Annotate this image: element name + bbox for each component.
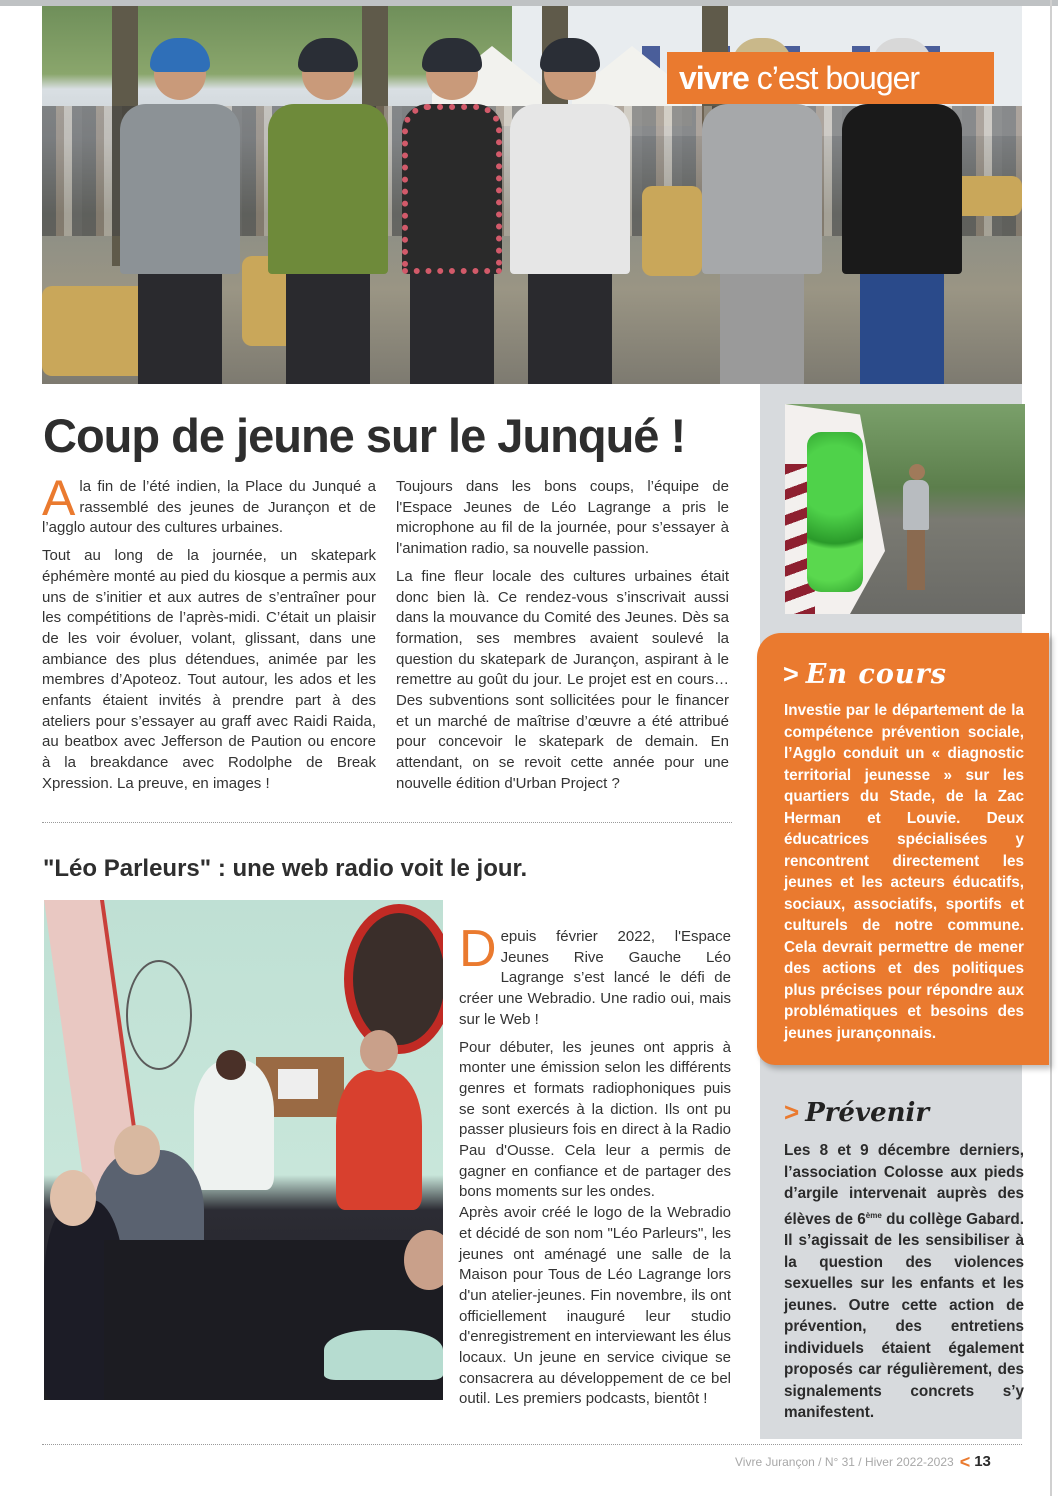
section-badge xyxy=(667,52,994,104)
article-column-1 xyxy=(42,470,376,802)
prevenir-text xyxy=(784,1140,1024,1424)
drop-cap: D xyxy=(459,920,497,978)
paragraph-text: epuis février 2022, l'Espace Jeunes Rive Gauche Léo Lagrange s’est lancé le défi de créer une Webradio. Une radio oui, mais sur le Web ! xyxy=(459,928,731,1028)
prevenir-text-part: du collège Gabard. Il s’agissait de les sensibiliser à la question des violences sexuelles sur les enfants et les jeunes. Outre cette action de prévention, des entretiens individuels étaient également proposés car régulièrement, des signalements concrets s’y manifestent. xyxy=(784,1210,1024,1422)
en-cours-title: En cours xyxy=(805,659,947,690)
en-cours-box xyxy=(757,633,1049,1065)
article-paragraph: La fine fleur locale des cultures urbaines était donc bien là. Ce rendez-vous s’inscrivait aussi dans la mouvance du Comité des Jeunes. Dès sa formation, ses membres avaient soulevé la question du skatepark de Jurançon, aspirant à le remettre au goût du jour. Le projet est en cours… Des subventions sont sollicitées pour le financer et un marché de maîtrise d’œuvre a été attribué pour concevoir le skatepark de demain. En attendant, on se revoit cette année pour une nouvelle édition d'Urban Project ? xyxy=(396,567,729,792)
prevenir-text-part: Les 8 et 9 décembre derniers, l’association Colosse aux pieds d’argile intervenait auprès des élèves de 6 xyxy=(784,1142,1024,1228)
chevron-left-icon: < xyxy=(959,1452,971,1472)
article-paragraph: Toujours dans les bons coups, l’équipe de l'Espace Jeunes de Léo Lagrange a pris le microphone au fil de la journée, pour s’essayer à l'animation radio, sa nouvelle passion. xyxy=(396,478,729,558)
scan-right-edge xyxy=(1050,0,1052,1496)
article-paragraph xyxy=(459,920,731,1031)
radio-studio-photo xyxy=(44,900,443,1400)
graffiti-photo xyxy=(785,404,1025,614)
chevron-right-icon: > xyxy=(784,1097,800,1127)
superscript: ème xyxy=(865,1210,882,1220)
section-badge-brand: vivre xyxy=(679,59,749,96)
page-footer xyxy=(735,1452,991,1473)
article-title: Coup de jeune sur le Junqué ! xyxy=(43,409,686,462)
publication-info: Vivre Jurançon / N° 31 / Hiver 2022-2023 xyxy=(735,1455,954,1469)
prevenir-heading xyxy=(784,1097,929,1128)
footer-divider xyxy=(42,1444,1022,1445)
en-cours-heading xyxy=(783,659,947,690)
section-divider xyxy=(42,822,732,823)
page-number: 13 xyxy=(974,1453,991,1470)
drop-cap: A xyxy=(42,470,76,526)
article-column-2 xyxy=(396,477,729,802)
paragraph-text: la fin de l’été indien, la Place du Junqué a rassemblé des jeunes de Jurançon et de l’agglo autour des cultures urbaines. xyxy=(42,478,376,537)
article-paragraph: Pour débuter, les jeunes ont appris à monter une émission selon les différents genres et formats radiophoniques puis se sont exercés à la diction. Ils ont pu passer plusieurs fois en direct à la Radio Pau d'Ousse. Cela leur a permis de gagner en confiance et de partager des bons moments sur les ondes. xyxy=(459,1038,731,1201)
section-badge-tagline: c’est bouger xyxy=(756,59,920,96)
article-paragraph xyxy=(42,470,376,539)
article-2-text xyxy=(459,920,731,1417)
en-cours-text: Investie par le département de la compétence prévention sociale, l’Agglo conduit un « diagnostic territorial jeunesse » sur les quartiers du Stade, de la Zac Herman et Louvie. Deux éducatrices spécialisées y rencontrent directement les jeunes et les acteurs éducatifs, sociaux, associatifs, sportifs et culturels de notre commune. Cela devrait permettre de mener des actions et des politiques plus précises pour répondre aux problématiques et besoins des jeunes jurançonnais. xyxy=(784,702,1024,1042)
prevenir-title: Prévenir xyxy=(805,1098,930,1128)
article-2-title: "Léo Parleurs" : une web radio voit le jour. xyxy=(43,855,528,882)
article-paragraph: Tout au long de la journée, un skatepark éphémère monté au pied du kiosque a permis aux uns de s’initier et aux autres de s’entraîner pour les compétitions de l’après-midi. C’était un plaisir de les voir évoluer, volant, glissant, dans une ambiance des plus détendues, animée par les membres d’Apoteoz. Tout autour, les ados et les enfants étaient invités à prendre part à des ateliers pour s’essayer au graff avec Raidi Raida, au beatbox avec Jefferson de Paution ou encore à la breakdance avec Rodolphe de Break Xpression. La preuve, en images ! xyxy=(42,547,376,792)
article-paragraph: Après avoir créé le logo de la Webradio et décidé de son nom "Léo Parleurs", les jeunes ont aménagé une salle de la Maison pour Tous de Léo Lagrange lors d'un atelier-jeunes. Fin novembre, ils ont officiellement inauguré leur studio d'enregistrement en interviewant les élus locaux. Un jeune en service civique se consacrera au développement de ce bel outil. Les premiers podcasts, bientôt ! xyxy=(459,1204,731,1408)
chevron-right-icon: > xyxy=(783,659,800,689)
